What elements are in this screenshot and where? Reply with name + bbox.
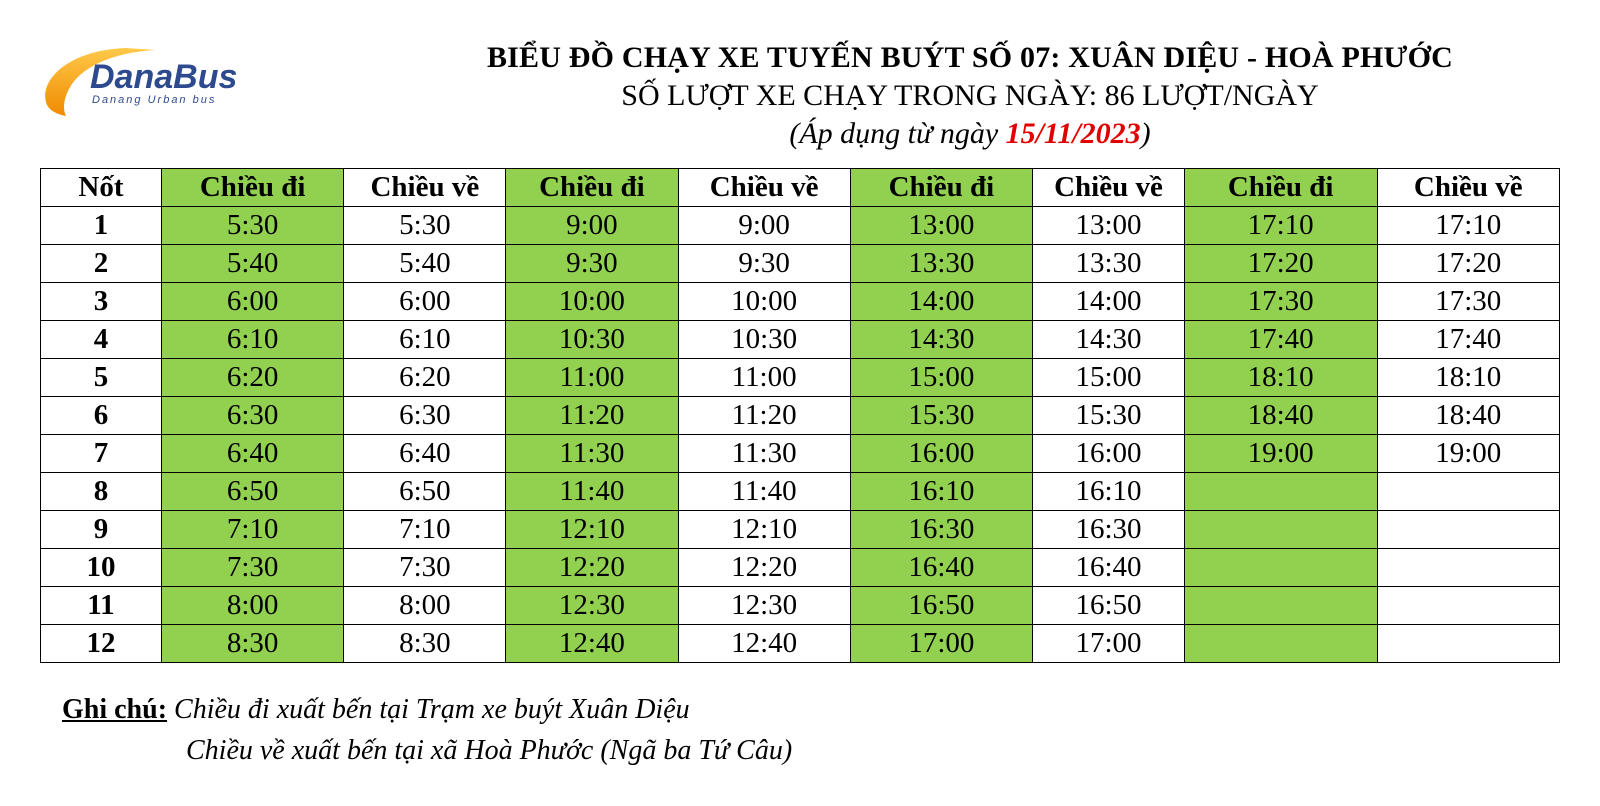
page-header: [400, 40, 1540, 152]
outbound-time-cell: 6:30: [161, 397, 343, 435]
logo-tagline: Danang Urban bus: [92, 94, 217, 106]
outbound-time-cell: 6:50: [161, 473, 343, 511]
outbound-time-cell: 17:30: [1184, 283, 1377, 321]
outbound-time-cell: 11:20: [506, 397, 678, 435]
trip-number-cell: 4: [41, 321, 162, 359]
outbound-time-cell: 14:30: [850, 321, 1032, 359]
table-row: [41, 207, 1560, 245]
trip-number-cell: 2: [41, 245, 162, 283]
outbound-time-cell: 14:00: [850, 283, 1032, 321]
return-time-cell: 16:10: [1033, 473, 1185, 511]
return-time-cell: 9:30: [678, 245, 850, 283]
trip-number-cell: 1: [41, 207, 162, 245]
note-label: Ghi chú:: [62, 694, 168, 725]
table-row: [41, 397, 1560, 435]
outbound-time-cell: 7:30: [161, 549, 343, 587]
table-row: [41, 283, 1560, 321]
outbound-time-cell: 16:50: [850, 587, 1032, 625]
return-time-cell: 13:00: [1033, 207, 1185, 245]
return-time-cell: 6:20: [344, 359, 506, 397]
outbound-time-cell: 15:00: [850, 359, 1032, 397]
schedule-body: [41, 207, 1560, 663]
return-time-cell: 10:30: [678, 321, 850, 359]
return-time-cell: 5:30: [344, 207, 506, 245]
return-time-cell: 6:10: [344, 321, 506, 359]
danabus-logo: [38, 40, 298, 120]
return-time-cell: 16:40: [1033, 549, 1185, 587]
outbound-time-cell: 16:30: [850, 511, 1032, 549]
header-outbound: Chiều đi: [850, 169, 1032, 207]
table-row: [41, 473, 1560, 511]
return-time-cell: [1377, 473, 1560, 511]
header-outbound: Chiều đi: [161, 169, 343, 207]
trip-number-cell: 7: [41, 435, 162, 473]
schedule-table: [40, 168, 1560, 663]
effective-date-prefix: (Áp dụng từ ngày: [789, 117, 1006, 150]
return-time-cell: [1377, 587, 1560, 625]
header-return: Chiều về: [678, 169, 850, 207]
return-time-cell: 7:30: [344, 549, 506, 587]
return-time-cell: 11:40: [678, 473, 850, 511]
outbound-time-cell: 6:20: [161, 359, 343, 397]
outbound-time-cell: 18:40: [1184, 397, 1377, 435]
outbound-time-cell: 9:00: [506, 207, 678, 245]
effective-date-line: [400, 116, 1540, 152]
return-time-cell: 13:30: [1033, 245, 1185, 283]
trip-number-cell: 11: [41, 587, 162, 625]
return-time-cell: 6:30: [344, 397, 506, 435]
outbound-time-cell: 17:10: [1184, 207, 1377, 245]
outbound-time-cell: 7:10: [161, 511, 343, 549]
outbound-time-cell: 11:40: [506, 473, 678, 511]
page-title: BIỂU ĐỒ CHẠY XE TUYẾN BUÝT SỐ 07: XUÂN DIỆU - HOÀ PHƯỚC: [486, 41, 1454, 74]
return-time-cell: 18:40: [1377, 397, 1560, 435]
return-time-cell: 12:10: [678, 511, 850, 549]
note-line-1: Chiều đi xuất bến tại Trạm xe buýt Xuân Diệu: [174, 694, 690, 725]
trip-number-cell: 6: [41, 397, 162, 435]
trips-per-day: SỐ LƯỢT XE CHẠY TRONG NGÀY: 86 LƯỢT/NGÀY: [621, 79, 1319, 112]
outbound-time-cell: 13:30: [850, 245, 1032, 283]
return-time-cell: 17:10: [1377, 207, 1560, 245]
return-time-cell: 16:30: [1033, 511, 1185, 549]
table-row: [41, 511, 1560, 549]
table-header-row: [41, 169, 1560, 207]
danabus-logo-graphic: [38, 40, 298, 120]
return-time-cell: 6:00: [344, 283, 506, 321]
outbound-time-cell: 17:40: [1184, 321, 1377, 359]
return-time-cell: [1377, 511, 1560, 549]
outbound-time-cell: 8:30: [161, 625, 343, 663]
outbound-time-cell: [1184, 587, 1377, 625]
outbound-time-cell: 6:40: [161, 435, 343, 473]
return-time-cell: 18:10: [1377, 359, 1560, 397]
return-time-cell: 6:50: [344, 473, 506, 511]
outbound-time-cell: 13:00: [850, 207, 1032, 245]
return-time-cell: 17:20: [1377, 245, 1560, 283]
header-return: Chiều về: [1033, 169, 1185, 207]
return-time-cell: 10:00: [678, 283, 850, 321]
table-row: [41, 245, 1560, 283]
outbound-time-cell: 8:00: [161, 587, 343, 625]
header-return: Chiều về: [344, 169, 506, 207]
outbound-time-cell: 10:30: [506, 321, 678, 359]
return-time-cell: [1377, 549, 1560, 587]
outbound-time-cell: [1184, 625, 1377, 663]
trip-number-cell: 10: [41, 549, 162, 587]
table-row: [41, 435, 1560, 473]
outbound-time-cell: 5:30: [161, 207, 343, 245]
trip-number-cell: 3: [41, 283, 162, 321]
trip-number-cell: 12: [41, 625, 162, 663]
return-time-cell: 15:30: [1033, 397, 1185, 435]
return-time-cell: 16:50: [1033, 587, 1185, 625]
outbound-time-cell: 18:10: [1184, 359, 1377, 397]
return-time-cell: 17:00: [1033, 625, 1185, 663]
outbound-time-cell: 16:40: [850, 549, 1032, 587]
logo-brand: DanaBus: [90, 58, 238, 96]
return-time-cell: 12:40: [678, 625, 850, 663]
trip-number-cell: 9: [41, 511, 162, 549]
outbound-time-cell: 12:40: [506, 625, 678, 663]
return-time-cell: 6:40: [344, 435, 506, 473]
table-row: [41, 625, 1560, 663]
table-row: [41, 587, 1560, 625]
outbound-time-cell: [1184, 473, 1377, 511]
header-outbound: Chiều đi: [1184, 169, 1377, 207]
outbound-time-cell: 19:00: [1184, 435, 1377, 473]
effective-date-suffix: ): [1140, 117, 1151, 150]
header-trip-number: Nốt: [41, 169, 162, 207]
return-time-cell: 5:40: [344, 245, 506, 283]
return-time-cell: 8:00: [344, 587, 506, 625]
outbound-time-cell: 6:00: [161, 283, 343, 321]
effective-date: 15/11/2023: [1005, 117, 1141, 150]
table-row: [41, 359, 1560, 397]
return-time-cell: 11:00: [678, 359, 850, 397]
return-time-cell: 15:00: [1033, 359, 1185, 397]
return-time-cell: 8:30: [344, 625, 506, 663]
outbound-time-cell: 16:00: [850, 435, 1032, 473]
table-row: [41, 549, 1560, 587]
outbound-time-cell: 5:40: [161, 245, 343, 283]
outbound-time-cell: 10:00: [506, 283, 678, 321]
outbound-time-cell: 11:30: [506, 435, 678, 473]
outbound-time-cell: 12:30: [506, 587, 678, 625]
return-time-cell: 12:20: [678, 549, 850, 587]
outbound-time-cell: [1184, 511, 1377, 549]
outbound-time-cell: 12:20: [506, 549, 678, 587]
return-time-cell: 9:00: [678, 207, 850, 245]
outbound-time-cell: 9:30: [506, 245, 678, 283]
return-time-cell: 11:30: [678, 435, 850, 473]
header-return: Chiều về: [1377, 169, 1560, 207]
header-outbound: Chiều đi: [506, 169, 678, 207]
return-time-cell: 19:00: [1377, 435, 1560, 473]
outbound-time-cell: 17:00: [850, 625, 1032, 663]
return-time-cell: 7:10: [344, 511, 506, 549]
outbound-time-cell: [1184, 549, 1377, 587]
outbound-time-cell: 15:30: [850, 397, 1032, 435]
outbound-time-cell: 12:10: [506, 511, 678, 549]
outbound-time-cell: 16:10: [850, 473, 1032, 511]
outbound-time-cell: 11:00: [506, 359, 678, 397]
return-time-cell: 16:00: [1033, 435, 1185, 473]
trip-number-cell: 8: [41, 473, 162, 511]
return-time-cell: 12:30: [678, 587, 850, 625]
table-row: [41, 321, 1560, 359]
return-time-cell: 17:40: [1377, 321, 1560, 359]
return-time-cell: 14:00: [1033, 283, 1185, 321]
return-time-cell: 17:30: [1377, 283, 1560, 321]
outbound-time-cell: 17:20: [1184, 245, 1377, 283]
return-time-cell: 11:20: [678, 397, 850, 435]
return-time-cell: [1377, 625, 1560, 663]
note-line-2: Chiều về xuất bến tại xã Hoà Phước (Ngã ba Tứ Câu): [186, 734, 793, 766]
return-time-cell: 14:30: [1033, 321, 1185, 359]
trip-number-cell: 5: [41, 359, 162, 397]
outbound-time-cell: 6:10: [161, 321, 343, 359]
note: [62, 690, 792, 771]
